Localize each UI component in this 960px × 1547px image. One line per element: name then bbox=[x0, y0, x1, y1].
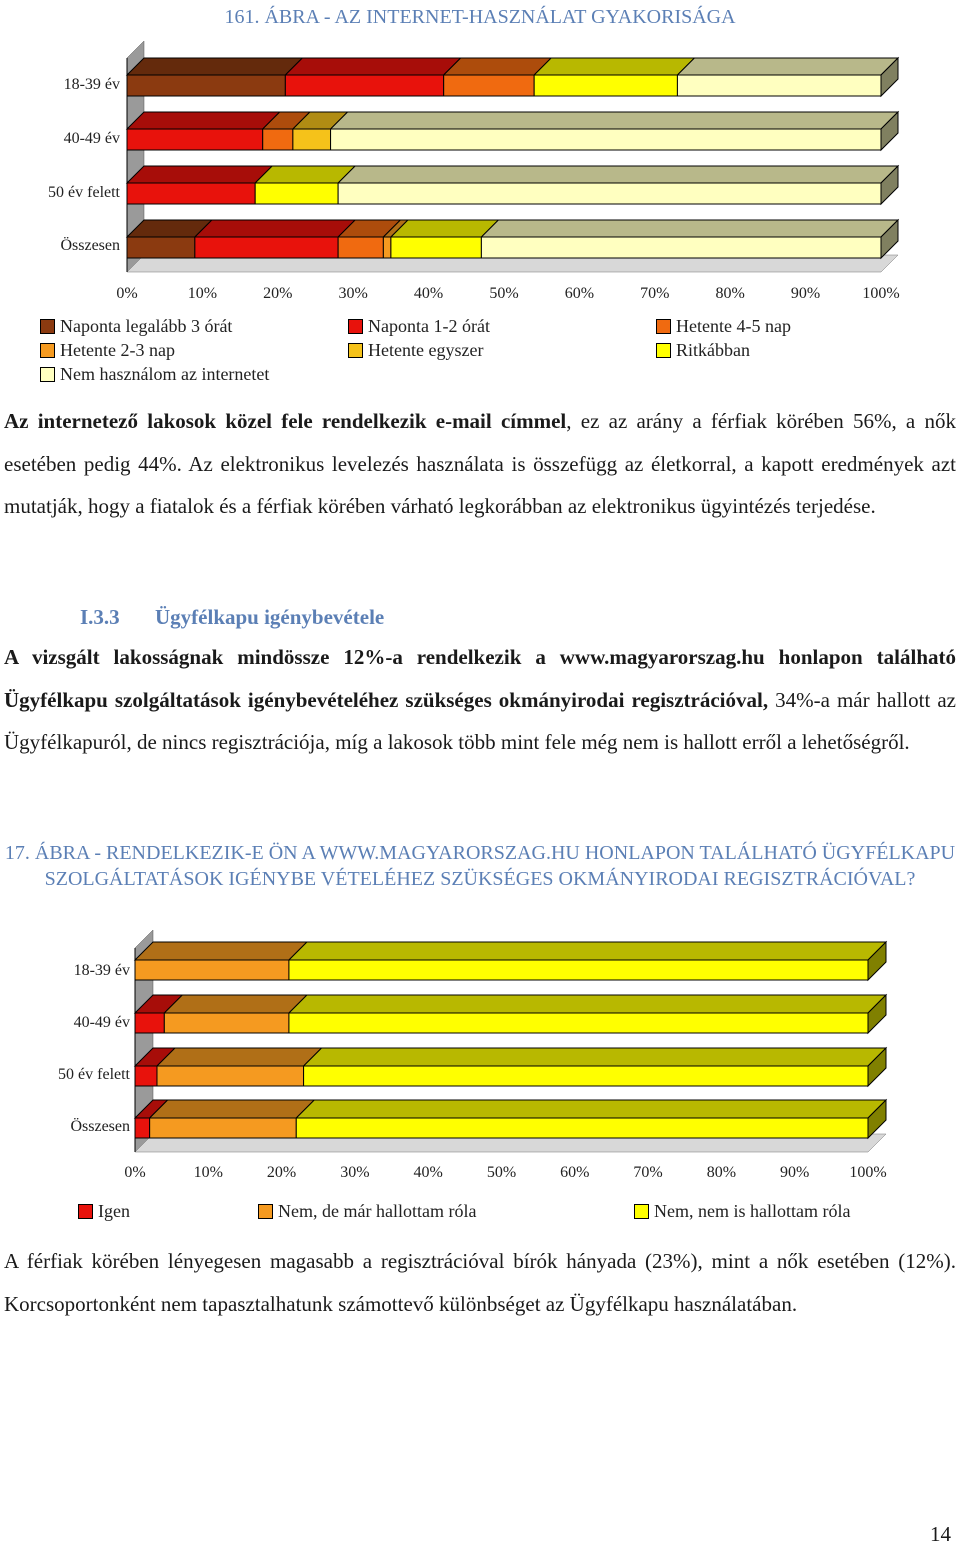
section-title: Ügyfélkapu igénybevétele bbox=[155, 605, 385, 629]
bar-segment bbox=[677, 58, 898, 96]
bar-top bbox=[135, 942, 307, 960]
bar-segment bbox=[289, 942, 886, 980]
figure2-title: 17. ÁBRA - RENDELKEZIK-E ÖN A WWW.MAGYARORSZAG.HU HONLAPON TALÁLHATÓ ÜGYFÉLKAPU SZOLGÁLTATÁSOK IGÉNYBE VÉTELÉHEZ SZÜKSÉGES OKMÁNYIRODAI REGISZTRÁCIÓVAL? bbox=[4, 842, 956, 890]
x-tick-label: 70% bbox=[640, 285, 670, 302]
paragraph-ferfiak: A férfiak körében lényegesen magasabb a regisztrációval bírók hányada (23%), mint a nők esetében (12%). Korcsoportonként nem tapasztalhatunk számottevő különbséget az Ügyfélkapu használatában. bbox=[4, 1249, 956, 1316]
fig1-legend-item bbox=[40, 316, 232, 337]
bar-top bbox=[331, 112, 898, 129]
x-tick-label: 0% bbox=[116, 285, 138, 302]
bar-top bbox=[127, 58, 302, 75]
legend-swatch bbox=[634, 1204, 649, 1219]
paragraph-ugyfelkapu bbox=[4, 636, 956, 764]
x-tick-label: 90% bbox=[780, 1164, 810, 1181]
bar-top bbox=[444, 58, 551, 75]
fig2-category-label: Összesen bbox=[70, 1118, 130, 1135]
x-tick-label: 0% bbox=[124, 1164, 146, 1181]
fig1-legend-item bbox=[656, 316, 791, 337]
bar-front bbox=[331, 129, 881, 150]
bar-front bbox=[338, 237, 383, 258]
bar-segment bbox=[127, 112, 280, 150]
bar-front bbox=[383, 237, 391, 258]
bar-top bbox=[338, 166, 898, 183]
legend-swatch bbox=[258, 1204, 273, 1219]
bar-front bbox=[296, 1118, 868, 1138]
bar-top bbox=[127, 112, 280, 129]
paragraph-ugyfelkapu-bold: A vizsgált lakosságnak mindössze 12%-a rendelkezik a www.magyarorszag.hu honlapon található Ügyfélkapu szolgáltatások igénybevételéhez szükséges okmányirodai regisztrációval, bbox=[4, 645, 956, 712]
bar-front bbox=[285, 75, 443, 96]
bar-front bbox=[127, 183, 255, 204]
bar-front bbox=[677, 75, 881, 96]
bar-segment bbox=[150, 1100, 315, 1138]
bar-front bbox=[150, 1118, 297, 1138]
paragraph-email-bold: Az internetező lakosok közel fele rendelkezik e-mail címmel bbox=[4, 409, 567, 433]
legend-label: Hetente 4-5 nap bbox=[676, 316, 791, 336]
bar-top bbox=[296, 1100, 886, 1118]
fig2-legend-item bbox=[258, 1201, 476, 1222]
fig1-legend-item bbox=[348, 316, 490, 337]
bar-top bbox=[195, 220, 355, 237]
bar-front bbox=[135, 1118, 150, 1138]
legend-label: Igen bbox=[98, 1201, 130, 1221]
page-number: 14 bbox=[930, 1522, 951, 1546]
bar-front bbox=[293, 129, 331, 150]
bar-front bbox=[127, 129, 263, 150]
bar-top bbox=[164, 995, 307, 1013]
x-tick-label: 20% bbox=[263, 285, 293, 302]
bar-segment bbox=[127, 58, 302, 96]
x-tick-label: 60% bbox=[564, 285, 595, 302]
legend-swatch bbox=[40, 367, 55, 382]
fig2-category-label: 18-39 év bbox=[73, 962, 130, 979]
bar-front bbox=[135, 1066, 157, 1086]
bar-top bbox=[391, 220, 498, 237]
fig2-legend-item bbox=[634, 1201, 850, 1222]
bar-front bbox=[444, 75, 534, 96]
bar-top bbox=[127, 166, 272, 183]
section-number: I.3.3 bbox=[80, 605, 120, 629]
bar-front bbox=[127, 237, 195, 258]
legend-label: Nem, nem is hallottam róla bbox=[654, 1201, 851, 1221]
bar-front bbox=[135, 1013, 164, 1033]
paragraph-ugyfelkapu-rest: 34%-a már hallott az Ügyfélkapuról, de nincs regisztrációja, míg a lakosok több mint fele még nem is hallott erről a lehetőségről. bbox=[4, 687, 956, 754]
figure2-chart bbox=[0, 920, 960, 1170]
bar-front bbox=[135, 960, 289, 980]
legend-label: Nem használom az internetet bbox=[60, 364, 270, 384]
bar-segment bbox=[331, 112, 898, 150]
x-tick-label: 10% bbox=[193, 1164, 223, 1181]
bar-segment bbox=[195, 220, 355, 258]
legend-swatch bbox=[656, 319, 671, 334]
bar-segment bbox=[338, 166, 898, 204]
bar-segment bbox=[127, 166, 272, 204]
fig1-legend-item bbox=[348, 340, 483, 361]
fig1-legend-item bbox=[656, 340, 750, 361]
bar-front bbox=[481, 237, 881, 258]
legend-swatch bbox=[656, 343, 671, 358]
x-tick-label: 80% bbox=[715, 285, 745, 302]
figure1-title: 161. ÁBRA - AZ INTERNET-HASZNÁLAT GYAKORISÁGA bbox=[224, 6, 736, 28]
bar-top bbox=[289, 995, 886, 1013]
x-tick-label: 90% bbox=[790, 285, 821, 302]
bar-front bbox=[391, 237, 481, 258]
legend-swatch bbox=[348, 343, 363, 358]
x-tick-label: 100% bbox=[862, 285, 900, 302]
bar-top bbox=[285, 58, 460, 75]
bar-segment bbox=[481, 220, 898, 258]
paragraph-email-rest: , ez az arány a férfiak körében 56%, a nők esetében pedig 44%. Az elektronikus levelezés használata is összefügg az életkorral, a kapott eredmények azt mutatják, hogy a fiatalok és a férfiak körében várható legkorábban az elektronikus ügyintézés terjedése. bbox=[4, 409, 956, 518]
x-tick-label: 40% bbox=[413, 1164, 443, 1181]
fig2-legend-item bbox=[78, 1201, 130, 1222]
fig1-category-label: 40-49 év bbox=[63, 130, 120, 147]
bar-segment bbox=[164, 995, 307, 1033]
bar-top bbox=[677, 58, 898, 75]
x-tick-label: 80% bbox=[706, 1164, 737, 1181]
bar-front bbox=[304, 1066, 868, 1086]
legend-label: Ritkábban bbox=[676, 340, 750, 360]
x-tick-label: 10% bbox=[187, 285, 218, 302]
fig1-category-label: 50 év felett bbox=[48, 184, 120, 201]
bar-front bbox=[127, 75, 285, 96]
bar-segment bbox=[135, 942, 307, 980]
bar-segment bbox=[304, 1048, 886, 1086]
x-tick-label: 30% bbox=[338, 285, 368, 302]
bar-top bbox=[157, 1048, 322, 1066]
legend-label: Hetente 2-3 nap bbox=[60, 340, 175, 360]
figure1-chart bbox=[0, 0, 960, 290]
fig1-category-label: 18-39 év bbox=[63, 76, 120, 93]
bar-segment bbox=[534, 58, 694, 96]
x-tick-label: 20% bbox=[266, 1164, 297, 1181]
legend-swatch bbox=[348, 319, 363, 334]
bar-front bbox=[157, 1066, 304, 1086]
bar-top bbox=[534, 58, 694, 75]
bar-front bbox=[338, 183, 881, 204]
bar-front bbox=[289, 1013, 868, 1033]
x-tick-label: 30% bbox=[340, 1164, 370, 1181]
legend-label: Nem, de már hallottam róla bbox=[278, 1201, 477, 1221]
bar-front bbox=[195, 237, 338, 258]
legend-swatch bbox=[40, 343, 55, 358]
bar-front bbox=[263, 129, 293, 150]
bar-top bbox=[304, 1048, 886, 1066]
bar-segment bbox=[157, 1048, 322, 1086]
legend-swatch bbox=[78, 1204, 93, 1219]
fig1-category-label: Összesen bbox=[60, 237, 120, 254]
x-tick-label: 50% bbox=[489, 285, 519, 302]
legend-label: Hetente egyszer bbox=[368, 340, 484, 360]
x-tick-label: 60% bbox=[560, 1164, 590, 1181]
bar-top bbox=[150, 1100, 315, 1118]
x-tick-label: 70% bbox=[633, 1164, 663, 1181]
bar-front bbox=[164, 1013, 289, 1033]
bar-segment bbox=[296, 1100, 886, 1138]
legend-label: Naponta 1-2 órát bbox=[368, 316, 490, 336]
paragraph-email bbox=[4, 400, 956, 528]
fig1-legend-item bbox=[40, 364, 269, 385]
fig1-legend-item bbox=[40, 340, 175, 361]
bar-front bbox=[255, 183, 338, 204]
legend-swatch bbox=[40, 319, 55, 334]
x-tick-label: 40% bbox=[413, 285, 444, 302]
x-tick-label: 100% bbox=[849, 1164, 887, 1181]
bar-segment bbox=[289, 995, 886, 1033]
bar-front bbox=[534, 75, 677, 96]
bar-segment bbox=[285, 58, 460, 96]
bar-top bbox=[289, 942, 886, 960]
fig2-category-label: 50 év felett bbox=[58, 1066, 130, 1083]
bar-front bbox=[289, 960, 868, 980]
legend-label: Naponta legalább 3 órát bbox=[60, 316, 233, 336]
bar-top bbox=[481, 220, 898, 237]
fig2-category-label: 40-49 év bbox=[73, 1014, 130, 1031]
x-tick-label: 50% bbox=[486, 1164, 517, 1181]
